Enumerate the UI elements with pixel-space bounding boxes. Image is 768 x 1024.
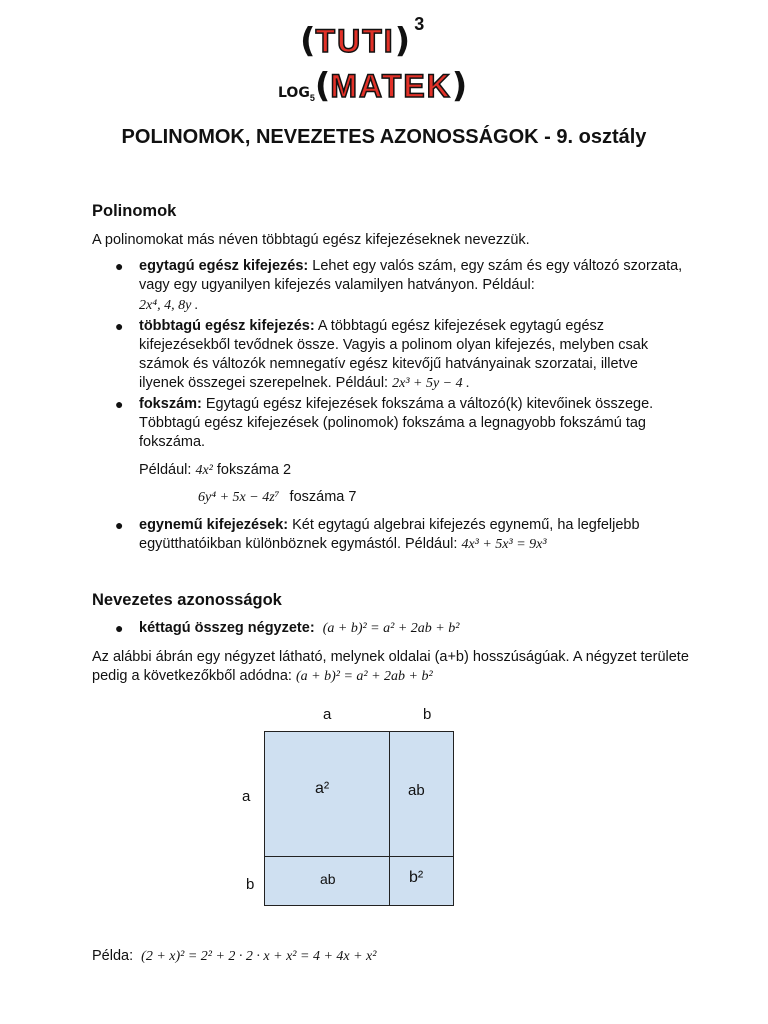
bullet: ● <box>115 517 124 533</box>
bullet: ● <box>115 396 124 412</box>
list-item-fokszam <box>139 395 684 452</box>
term-text: Két egytagú algebrai kifejezés egynemű, ha legfeljebb együtthatóikban különböznek egymástól. Például: <box>139 517 640 552</box>
diagram-intro <box>92 648 692 686</box>
example-math: 4x³ + 5x³ = 9x³ <box>461 537 547 552</box>
term-text: Lehet egy valós szám, egy szám és egy változó szorzata, vagy egy ugyanilyen kifejezés valamilyen hatványon. Például: <box>139 258 683 293</box>
example-line <box>92 947 376 966</box>
section-heading-nevezetes: Nevezetes azonosságok <box>92 591 282 609</box>
cell-label: ab <box>408 782 425 799</box>
list-item-tobbtagu <box>139 317 684 393</box>
fokszam-example-1 <box>139 461 291 480</box>
logo-log-prefix: LOG <box>278 85 310 101</box>
logo-log-base: 5 <box>309 93 315 103</box>
section-heading-polinomok: Polinomok <box>92 202 177 220</box>
logo-close-paren-2: ) <box>451 66 468 106</box>
bullet: ● <box>115 318 124 334</box>
cell-label: a² <box>315 780 330 797</box>
logo <box>278 14 496 106</box>
bullet: ● <box>115 258 124 274</box>
term-label: többtagú egész kifejezés: <box>139 318 315 334</box>
example-math: 6y⁴ + 5x − 4z⁷ <box>198 490 280 505</box>
example-math: 4x² <box>195 463 213 478</box>
side-label-left-a: a <box>242 788 251 805</box>
cell-label: ab <box>320 871 336 887</box>
example-math: (2 + x)² = 2² + 2 · 2 · x + x² = 4 + 4x + x² <box>141 949 377 964</box>
logo-word-matek: MATEK <box>330 68 452 104</box>
bullet: ● <box>115 620 124 636</box>
logo-open-paren: ( <box>300 21 316 61</box>
diagram-intro-text: Az alábbi ábrán egy négyzet látható, melynek oldalai (a+b) hosszúságúak. A négyzet területe pedig a következőkből adódna: <box>92 649 689 684</box>
logo-close-paren: ) <box>394 21 411 61</box>
logo-word-tuti: TUTI <box>315 23 395 59</box>
cell-a-squared <box>264 731 390 857</box>
side-label-top-b: b <box>423 706 432 723</box>
example-text: fokszáma 2 <box>212 462 292 478</box>
side-label-top-a: a <box>323 706 332 723</box>
term-label: kéttagú összeg négyzete: <box>139 620 315 636</box>
term-text: Egytagú egész kifejezések fokszáma a változó(k) kitevőinek összege. Többtagú egész kifejezések (polinomok) fokszáma a legnagyobb fokszámú tag fokszáma. <box>139 396 654 450</box>
list-item-egynemu <box>139 516 684 554</box>
example-math: 2x³ + 5y − 4 . <box>392 376 470 391</box>
fokszam-example-2 <box>198 488 356 507</box>
term-label: egytagú egész kifejezés: <box>139 258 309 274</box>
list-item-kettagu <box>139 619 684 638</box>
cell-ab-top <box>389 731 454 857</box>
page-title: POLINOMOK, NEVEZETES AZONOSSÁGOK - 9. osztály <box>121 126 647 148</box>
example-math: 2x⁴, 4, 8y . <box>139 298 199 313</box>
term-label: fokszám: <box>139 396 202 412</box>
logo-top-row <box>300 14 424 61</box>
cell-label: b² <box>409 869 424 886</box>
cell-ab-bottom <box>264 856 390 906</box>
side-label-left-b: b <box>246 876 255 893</box>
example-text: foszáma 7 <box>289 489 357 505</box>
example-label: Példa: <box>92 948 134 964</box>
logo-exponent: 3 <box>414 14 425 34</box>
list-item-egytagu <box>139 257 684 315</box>
section-intro: A polinomokat más néven többtagú egész kifejezéseknek nevezzük. <box>92 232 530 248</box>
identity-math: (a + b)² = a² + 2ab + b² <box>295 669 433 684</box>
identity-math: (a + b)² = a² + 2ab + b² <box>322 621 460 636</box>
term-text: A többtagú egész kifejezések egytagú egész kifejezésekből tevődnek össze. Vagyis a polinom olyan kifejezés, melyben csak számok és változók nemnegatív egész kitevőjű hatványainak szorzatai, illetve ilyenek összegei szerepelnek. Például: <box>139 318 649 391</box>
logo-bottom-row <box>278 66 467 106</box>
logo-open-paren-2: ( <box>314 66 331 106</box>
term-label: egynemű kifejezések: <box>139 517 289 533</box>
example-label: Például: <box>139 462 192 478</box>
cell-b-squared <box>389 856 454 906</box>
